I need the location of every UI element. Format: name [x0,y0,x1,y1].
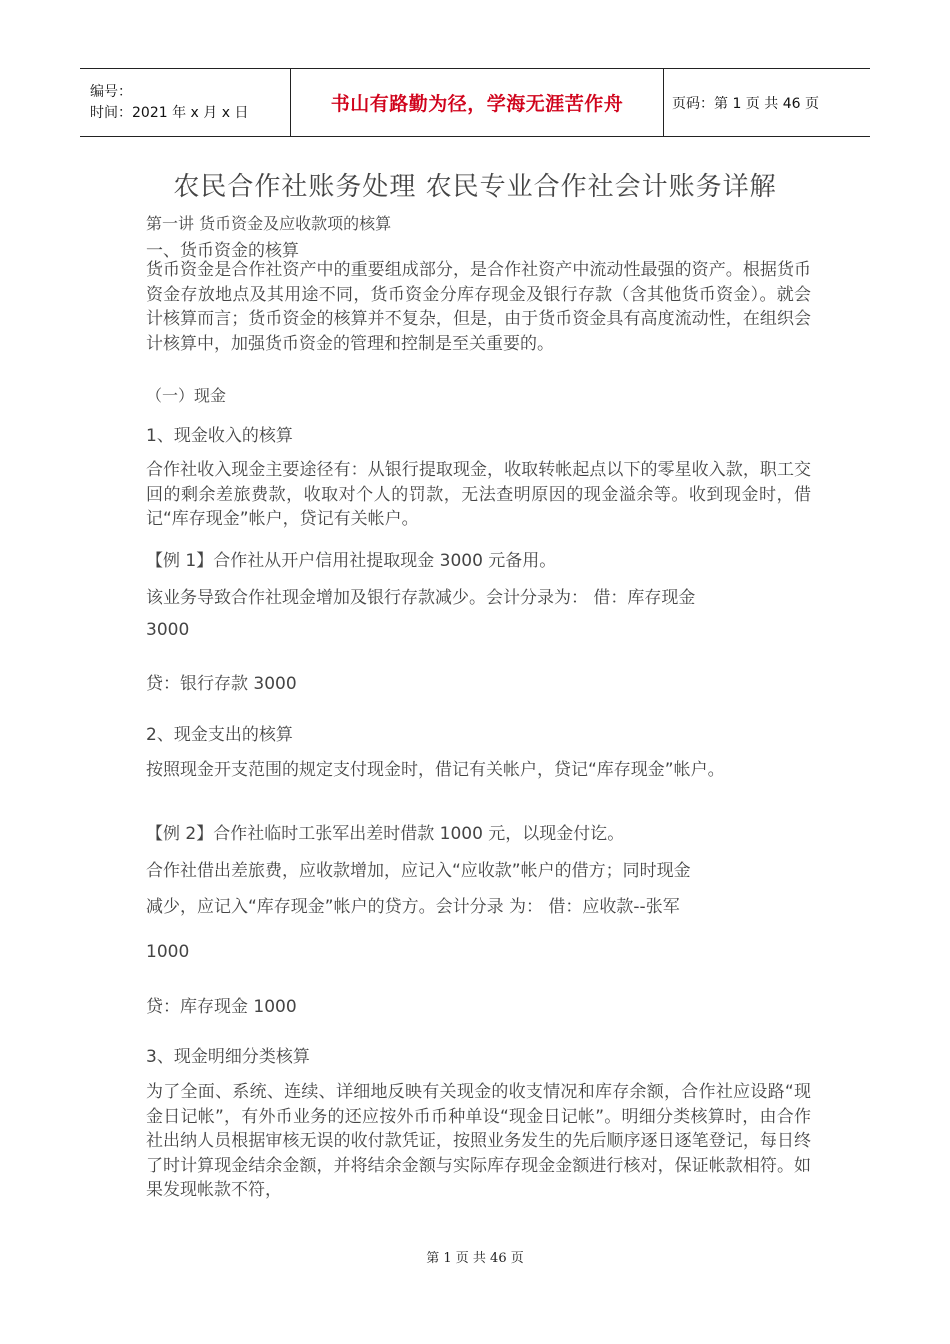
header-motto-cell [291,69,664,136]
example2-credit: 贷：库存现金 1000 [146,997,297,1017]
example2-line2: 减少，应记入“库存现金”帐户的贷方。会计分录 为： 借：应收款--张军 [146,897,680,917]
header-left-cell [80,69,291,136]
item1-paragraph: 合作社收入现金主要途径有：从银行提取现金，收取转帐起点以下的零星收入款，职工交回的剩余差旅费款，收取对个人的罚款，无法查明原因的现金溢余等。收到现金时，借记“库存现金”帐户，贷记有关帐户。 [146,460,811,529]
number-label: 编号： [90,83,132,100]
header-page-cell [664,69,870,136]
item3-heading: 3、现金明细分类核算 [146,1047,310,1067]
example2-line1: 合作社借出差旅费，应收款增加，应记入“应收款”帐户的借方；同时现金 [146,861,691,881]
page-footer: 第 1 页 共 46 页 [426,1251,524,1266]
subsection-heading: （一）现金 [146,386,227,405]
example1: 【例 1】合作社从开户信用社提取现金 3000 元备用。 [146,551,557,571]
example2: 【例 2】合作社临时工张军出差时借款 1000 元，以现金付讫。 [146,824,625,844]
example1-entry: 该业务导致合作社现金增加及银行存款减少。会计分录为： 借：库存现金 [146,588,696,608]
item2-paragraph: 按照现金开支范围的规定支付现金时，借记有关帐户，贷记“库存现金”帐户。 [146,760,725,780]
example1-credit: 贷：银行存款 3000 [146,674,297,694]
lecture-heading: 第一讲 货币资金及应收款项的核算 [146,214,392,233]
section-heading: 一、货币资金的核算 [146,241,299,261]
document-title: 农民合作社账务处理 农民专业合作社会计账务详解 [173,172,777,202]
example2-amount: 1000 [146,942,190,962]
example1-amount: 3000 [146,620,190,640]
date-label: 时间：2021 年 x 月 x 日 [90,104,249,121]
intro-paragraph: 货币资金是合作社资产中的重要组成部分，是合作社资产中流动性最强的资产。根据货币资金存放地点及其用途不同，货币资金分库存现金及银行存款（含其他货币资金）。就会计核算而言；货币资金的核算并不复杂，但是，由于货币资金具有高度流动性，在组织会计核算中，加强货币资金的管理和控制是至关重要的。 [146,260,811,354]
item2-heading: 2、现金支出的核算 [146,725,293,745]
motto: 书山有路勤为径，学海无涯苦作舟 [330,93,624,115]
item1-heading: 1、现金收入的核算 [146,426,293,446]
document-header [80,68,870,137]
page-info: 页码：第 1 页 共 46 页 [672,95,819,112]
item3-paragraph: 为了全面、系统、连续、详细地反映有关现金的收支情况和库存余额，合作社应设路“现金日记帐”，有外币业务的还应按外币币种单设“现金日记帐”。明细分类核算时，由合作社出纳人员根据审核无误的收付款凭证，按照业务发生的先后顺序逐日逐笔登记，每日终了时计算现金结余金额，并将结余金额与实际库存现金金额进行核对，保证帐款相符。如果发现帐款不符， [146,1082,811,1200]
